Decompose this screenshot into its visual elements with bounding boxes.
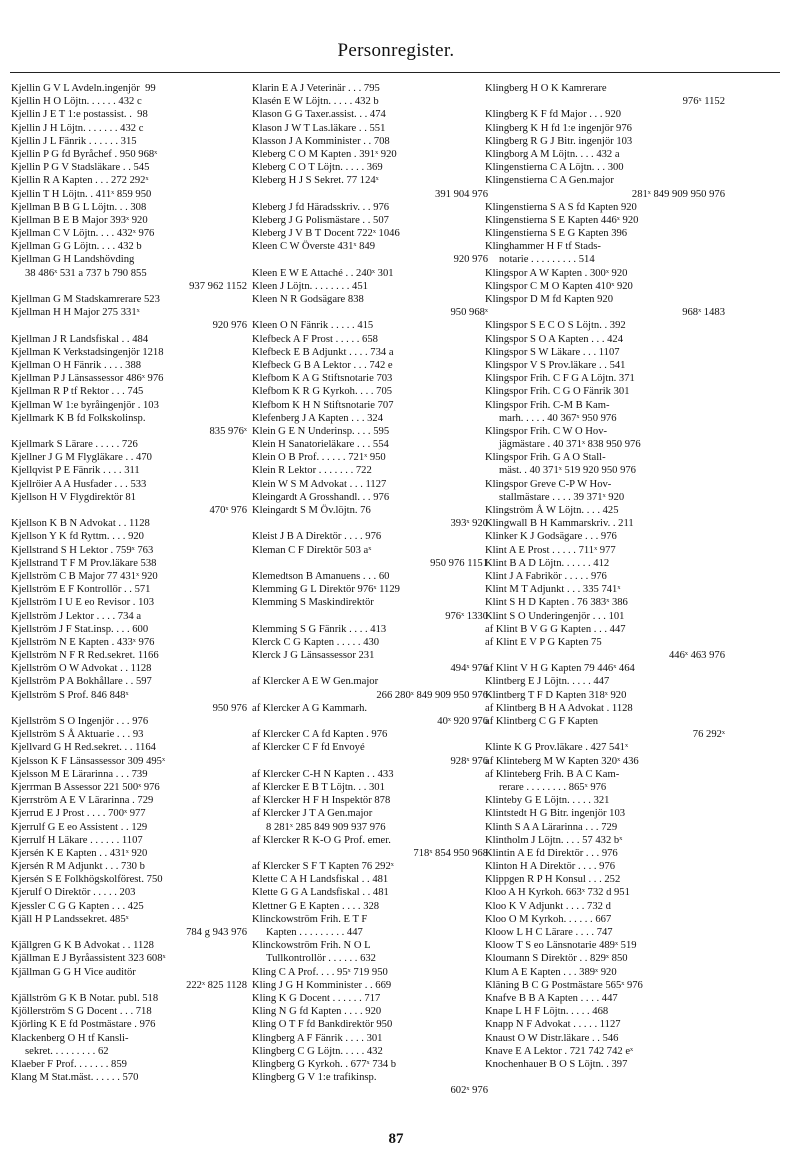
register-entry-line: Kleingardt A Grosshandl. . . 976 (252, 491, 390, 503)
register-entry-line: af Klercker R K-O G Prof. emer. (252, 834, 391, 846)
register-entry-line: Kjellström J F Stat.insp. . . . 600 (11, 623, 149, 635)
register-entry-line: Klefbeck A F Prost . . . . . 658 (252, 333, 378, 345)
register-entry-line: Klein O B Prof. . . . . . 721ˣ 950 (252, 452, 386, 464)
register-entry-line: Klein R Lektor . . . . . . . 722 (252, 465, 372, 477)
register-entry-line: Kjellin G V L Avdeln.ingenjör 99 (11, 83, 156, 94)
register-entry-line: Klinte K G Prov.läkare . 427 541ˣ (485, 742, 629, 754)
register-entry-line: 976ˣ 1330 (445, 610, 488, 622)
register-entry-line: Kleingardt S M Öv.löjtn. 76 (252, 505, 371, 516)
register-entry-line: Klingborg A M Löjtn. . . . 432 a (485, 148, 620, 160)
register-entry-line: Kleen J Löjtn. . . . . . . . 451 (252, 280, 368, 292)
register-entry-line: 76 292ˣ (692, 729, 725, 741)
register-entry-line: Klefbeck E B Adjunkt . . . . 734 a (252, 346, 394, 358)
register-entry-line: Kjellin J H Löjtn. . . . . . . 432 c (11, 122, 144, 134)
register-entry-line: Klingspor Frih. C F G A Löjtn. 371 (485, 373, 635, 385)
register-entry-line: Klintin A E fd Direktör . . . 976 (485, 847, 618, 859)
register-entry-line: Klinteby G E Löjtn. . . . . 321 (485, 795, 610, 807)
register-entry-line: 920 976 (212, 320, 247, 332)
register-entry-line: af Klintberg C G F Kapten (485, 716, 599, 727)
register-entry-line: Kjellröier A A Husfader . . . 533 (11, 478, 147, 490)
register-entry-line: Kjellman J R Landsfiskal . . 484 (11, 333, 149, 345)
register-entry-line: 38 486ˣ 531 a 737 b 790 855 (25, 267, 147, 279)
register-entry-line: Klinker K J Godsägare . . . 976 (485, 531, 617, 543)
register-entry-line: Kling N G fd Kapten . . . . 920 (252, 1006, 382, 1018)
register-entry-line: Klingström Å W Löjtn. . . . 425 (485, 505, 619, 516)
register-entry-line: Klinton H A Direktör . . . . 976 (485, 861, 616, 873)
register-entry-line: Kjäll H P Landssekret. 485ˣ (11, 913, 129, 925)
register-entry-line: Klingberg G Kyrkoh. . 677ˣ 734 b (252, 1058, 397, 1070)
register-entry-line: Klein H Sanatorieläkare . . . 554 (252, 439, 389, 451)
register-entry-line: Klingberg K F fd Major . . . 920 (485, 109, 622, 121)
register-entry-line: 784 g 943 976 (186, 927, 247, 938)
register-entry-line: Kjellin P G fd Byråchef . 950 968ˣ (11, 148, 158, 160)
register-entry-line: Kling J G H Komminister . . 669 (252, 979, 392, 991)
register-entry-line: Kjerrud E J Prost . . . . 700ˣ 977 (11, 808, 146, 820)
register-entry-line: Klettner G E Kapten . . . . 328 (252, 900, 380, 912)
register-entry-line: Kjellson Y K fd Ryttm. . . . 920 (11, 531, 144, 543)
register-entry-line: 222ˣ 825 1128 (186, 979, 247, 991)
register-entry-line: Kleen N R Godsägare 838 (252, 294, 364, 305)
register-entry-line: rerare . . . . . . . . 865ˣ 976 (499, 781, 607, 793)
register-entry-line: Kleen E W E Attaché . . 240ˣ 301 (252, 267, 394, 279)
register-entry-line: Kjellin J L Fänrik . . . . . . 315 (11, 135, 137, 147)
register-entry-line: Kjellström I U E eo Revisor . 103 (11, 597, 154, 609)
register-entry-line: af Klint V H G Kapten 79 446ˣ 464 (485, 663, 635, 675)
header-rule (10, 72, 780, 73)
register-entry-line: Knochenhauer B O S Löjtn. . 397 (485, 1058, 628, 1070)
register-entry-line: Klerck C G Kapten . . . . . 430 (252, 636, 380, 648)
register-entry-line: Kjörling K E fd Postmästare . 976 (11, 1019, 156, 1031)
register-entry-line: Kjellström O W Advokat . . 1128 (11, 663, 152, 675)
register-entry-line: Klette C A H Landsfiskal . . 481 (252, 874, 389, 886)
register-entry-line: 391 904 976 (435, 188, 488, 200)
register-entry-line: Klefbeck G B A Lektor . . . 742 e (252, 359, 393, 371)
page-number: 87 (388, 1131, 404, 1147)
register-entry-line: Kleberg H J S Sekret. 77 124ˣ (252, 175, 379, 187)
register-entry-line: Kjersén S E Folkhögskolförest. 750 (11, 874, 163, 886)
register-entry-line: 835 976ˣ (209, 425, 247, 437)
register-entry-line: Klingberg A F Fänrik . . . . 301 (252, 1032, 383, 1044)
register-entry-line: Kjellström S O Ingenjör . . . 976 (11, 716, 149, 727)
register-entry-line: Klefbom K H N Stiftsnotarie 707 (252, 399, 394, 411)
register-entry-line: Kjellman G H Landshövding (11, 254, 135, 266)
register-entry-line: Klette G G A Landsfiskal . . 481 (252, 887, 389, 899)
register-entry-line: Klang M Stat.mäst. . . . . . 570 (11, 1072, 139, 1084)
register-entry-line: Kjellin R A Kapten . . . 272 292ˣ (11, 175, 149, 187)
register-entry-line: Klasson J A Komminister . . 708 (252, 135, 390, 147)
register-entry-line: Kloo K V Adjunkt . . . . 732 d (485, 900, 611, 912)
register-entry-line: Klingspor Greve C-P W Hov- (485, 478, 612, 490)
register-entry-line: 393ˣ 920 (450, 518, 488, 530)
register-entry-line: 950 976 1151 (430, 557, 488, 569)
register-entry-line: Kjellman O H Fänrik . . . . 388 (11, 359, 142, 371)
register-entry-line: Klintholm J Löjtn. . . . 57 432 bˣ (485, 834, 623, 846)
register-entry-line: af Klercker C-H N Kapten . . 433 (252, 768, 394, 780)
register-entry-line: Klinghammer H F tf Stads- (485, 241, 601, 253)
register-entry-line: Kleberg C O M Kapten . 391ˣ 920 (252, 148, 397, 160)
register-entry-line: Kjellman H H Major 275 331ˣ (11, 307, 140, 319)
register-entry-line: Klingspor A W Kapten . 300ˣ 920 (485, 267, 628, 279)
register-column-3 (485, 82, 725, 1071)
register-entry-line: Klint J A Fabrikör . . . . . 976 (485, 570, 607, 582)
register-entry-line: Klingspor D M fd Kapten 920 (485, 294, 613, 305)
register-entry-line: Kjellström J Lektor . . . . 734 a (11, 610, 142, 622)
register-entry-line: Kjellmark K B fd Folkskolinsp. (11, 412, 146, 424)
register-entry-line: Kjällström G K B Notar. publ. 518 (11, 992, 159, 1004)
register-entry-line: Kleberg C O T Löjtn. . . . . 369 (252, 162, 383, 174)
register-entry-line: Knape L H F Löjtn. . . . . 468 (485, 1006, 609, 1018)
register-entry-line: af Klercker C F fd Envoyé (252, 742, 365, 754)
register-entry-line: 8 281ˣ 285 849 909 937 976 (266, 821, 386, 833)
register-entry-line: af Klintberg B H A Advokat . 1128 (485, 702, 633, 714)
register-entry-line: 281ˣ 849 909 950 976 (631, 188, 725, 200)
register-entry-line: mäst. . 40 371ˣ 519 920 950 976 (499, 465, 636, 477)
register-entry-line: Kleen O N Fänrik . . . . . 415 (252, 320, 374, 332)
register-entry-line: Kläning B C G Postmästare 565ˣ 976 (485, 979, 643, 991)
register-entry-line: Kjersén R M Adjunkt . . . 730 b (11, 861, 145, 873)
register-entry-line: Klason G G Taxer.assist. . . 474 (252, 109, 386, 121)
register-entry-line: Kleberg J G Polismästare . . 507 (252, 214, 389, 226)
register-entry-line: Kjellström P A Bokhållare . . 597 (11, 676, 152, 688)
register-entry-line: Klason J W T Las.läkare . . 551 (252, 122, 386, 134)
register-entry-line: 937 962 1152 (189, 280, 247, 292)
register-entry-line: Kjellman P J Länsassessor 486ˣ 976 (11, 373, 164, 385)
register-entry-line: af Klercker H F H Inspektör 878 (252, 795, 391, 807)
register-entry-line: Kleist J B A Direktör . . . . 976 (252, 531, 382, 543)
register-entry-line: Knafve B B A Kapten . . . . 447 (485, 992, 618, 1004)
register-entry-line: Klerck J G Länsassessor 231 (252, 650, 375, 662)
register-entry-line: 470ˣ 976 (209, 505, 247, 516)
register-entry-line: Klingberg H O K Kamrerare (485, 83, 607, 94)
register-entry-line: Kjällman G G H Vice auditör (11, 966, 136, 978)
register-entry-line: Kling O T F fd Bankdirektör 950 (252, 1019, 393, 1031)
register-entry-line: Kjellström S Å Aktuarie . . . 93 (11, 729, 144, 741)
register-entry-line: Klingspor Frih. G A O Stall- (485, 452, 606, 464)
register-entry-line: sekret. . . . . . . . . 62 (25, 1045, 109, 1057)
register-entry-line: af Klercker A G Kammarh. (252, 702, 368, 714)
register-entry-line: Klint A E Prost . . . . . 711ˣ 977 (485, 544, 616, 556)
register-entry-line: 446ˣ 463 976 (668, 650, 725, 662)
register-entry-line: Klinth S A A Lärarinna . . . 729 (485, 821, 618, 833)
register-entry-line: Klint S O Underingenjör . . . 101 (485, 610, 625, 622)
register-entry-line: Kjellin P G V Stadsläkare . . 545 (11, 162, 150, 174)
register-entry-line: 928ˣ 976 (450, 755, 488, 767)
register-entry-line: Kjessler C G G Kapten . . . 425 (11, 900, 144, 912)
register-entry-line: Kjellstrand T F M Prov.läkare 538 (11, 557, 157, 569)
register-entry-line: Kjerrulf G E eo Assistent . . 129 (11, 821, 148, 833)
register-entry-line: Kjellson K B N Advokat . . 1128 (11, 518, 150, 530)
register-entry-line: Klint B A D Löjtn. . . . . . 412 (485, 557, 610, 569)
register-entry-line: Kjellman R P tf Rektor . . . 745 (11, 386, 144, 398)
register-entry-line: Klingenstierna C A Gen.major (485, 175, 614, 187)
register-entry-line: Kjellström S Prof. 846 848ˣ (11, 689, 129, 701)
register-entry-line: stallmästare . . . . 39 371ˣ 920 (499, 491, 625, 503)
register-entry-line: af Klercker E B T Löjtn. . . 301 (252, 781, 385, 793)
register-entry-line: Kjellström E F Kontrollör . . 571 (11, 584, 151, 596)
register-entry-line: Klingenstierna C A Löjtn. . . 300 (485, 162, 624, 174)
register-entry-line: Kapten . . . . . . . . . 447 (266, 927, 363, 938)
register-entry-line: Kloow L H C Lärare . . . . 747 (485, 927, 613, 938)
register-entry-line: Kleen C W Överste 431ˣ 849 (252, 241, 376, 253)
register-entry-line: Klint S H D Kapten . 76 383ˣ 386 (485, 597, 628, 609)
register-entry-line: jägmästare . 40 371ˣ 838 950 976 (499, 439, 641, 451)
register-entry-line: Klingspor S O A Kapten . . . 424 (485, 333, 624, 345)
register-entry-line: Kjelsson M E Lärarinna . . . 739 (11, 768, 148, 780)
register-entry-line: af Klint B V G G Kapten . . . 447 (485, 623, 626, 635)
register-entry-line: Klingberg K H fd 1:e ingenjör 976 (485, 122, 632, 134)
register-entry-line: Kjellström N E Kapten . 433ˣ 976 (11, 636, 155, 648)
register-entry-line: Klinckowström Frih. N O L (252, 940, 371, 952)
register-entry-line: Kloo A H Kyrkoh. 663ˣ 732 d 951 (485, 887, 630, 899)
register-entry-line: Klintberg T F D Kapten 318ˣ 920 (485, 689, 627, 701)
register-entry-line: Kjellson H V Flygdirektör 81 (11, 491, 136, 503)
register-entry-line: af Klinteberg Frih. B A C Kam- (485, 768, 620, 780)
register-entry-line: Klum A E Kapten . . . 389ˣ 920 (485, 966, 617, 978)
register-entry-line: Klarin E A J Veterinär . . . 795 (252, 83, 380, 94)
register-entry-line: Kjällman E J Byråassistent 323 608ˣ (11, 953, 166, 965)
register-entry-line: Klintberg E J Löjtn. . . . . 447 (485, 676, 610, 688)
register-entry-line: 266 280ˣ 849 909 950 976 (376, 689, 488, 701)
register-entry-line: af Klint E V P G Kapten 75 (485, 636, 602, 648)
register-entry-line: Klintstedt H G Bitr. ingenjör 103 (485, 808, 626, 820)
register-entry-line: Klemming S Maskindirektör (252, 597, 374, 609)
register-entry-line: Kjellin J E T 1:e postassist. . 98 (11, 109, 148, 121)
register-entry-line: Klein W S M Advokat . . . 1127 (252, 478, 387, 490)
register-entry-line: Klefenberg J A Kapten . . . 324 (252, 412, 384, 424)
register-entry-line: Klingspor Frih. C-M B Kam- (485, 399, 610, 411)
register-entry-line: Kjerrström A E V Lärarinna . 729 (11, 795, 154, 807)
register-entry-line: Klingenstierna S A S fd Kapten 920 (485, 201, 637, 213)
register-entry-line: Klingenstierna S E Kapten 446ˣ 920 (485, 214, 639, 226)
register-entry-line: Knapp N F Advokat . . . . . 1127 (485, 1019, 621, 1031)
register-entry-line: Klingspor C M O Kapten 410ˣ 920 (485, 280, 633, 292)
register-entry-line: Kjöllerström S G Docent . . . 718 (11, 1006, 152, 1018)
register-entry-line: Kjellin H O Löjtn. . . . . . 432 c (11, 96, 142, 108)
register-entry-line: Kjellman W 1:e byråingenjör . 103 (11, 399, 159, 411)
register-entry-line: 718ˣ 854 950 968 (413, 847, 488, 859)
register-entry-line: Kling K G Docent . . . . . . 717 (252, 992, 381, 1004)
register-entry-line: 950 976 (212, 702, 247, 714)
register-entry-line: Klingberg C G Löjtn. . . . . 432 (252, 1045, 383, 1057)
register-entry-line: Kjerrulf H Läkare . . . . . . 1107 (11, 834, 143, 846)
register-entry-line: Kjellström N F R Red.sekret. 1166 (11, 650, 159, 662)
register-entry-line: af Klercker S F T Kapten 76 292ˣ (252, 861, 394, 873)
register-entry-line: Klingberg R G J Bitr. ingenjör 103 (485, 135, 633, 147)
register-entry-line: Kjällgren G K B Advokat . . 1128 (11, 940, 154, 952)
register-entry-line: Klingspor S E C O S Löjtn. . 392 (485, 320, 626, 332)
register-entry-line: Klefbom K R G Kyrkoh. . . . 705 (252, 386, 393, 398)
register-entry-line: Klemedtson B Amanuens . . . 60 (252, 570, 390, 582)
register-entry-line: Kjellstrand S H Lektor . 759ˣ 763 (11, 544, 154, 556)
register-entry-line: Kjellmark S Lärare . . . . . 726 (11, 439, 138, 451)
register-entry-line: Kjersén K E Kapten . . 431ˣ 920 (11, 847, 148, 859)
register-column-2 (252, 82, 488, 1097)
register-entry-line: Kleberg J V B T Docent 722ˣ 1046 (252, 228, 400, 240)
register-entry-line: Kjellman C V Löjtn. . . . 432ˣ 976 (11, 228, 155, 240)
register-entry-line: Klinckowström Frih. E T F (252, 913, 368, 925)
register-entry-line: Kloumann S Direktör . . 829ˣ 850 (485, 953, 628, 965)
register-entry-line: Klingspor Frih. C W O Hov- (485, 425, 608, 437)
register-entry-line: Kjellman B E B Major 393ˣ 920 (11, 214, 148, 226)
register-entry-line: Klefbom K A G Stiftsnotarie 703 (252, 373, 393, 385)
register-entry-line: Klingwall B H Kammarskriv. . 211 (485, 518, 634, 530)
register-entry-line: Klemming G L Direktör 976ˣ 1129 (252, 584, 400, 596)
register-entry-line: marh. . . . . 40 367ˣ 950 976 (499, 412, 617, 424)
register-entry-line: Klaeber F Prof. . . . . . . 859 (11, 1058, 127, 1070)
register-entry-line: Klackenberg O H tf Kansli- (11, 1032, 129, 1044)
register-entry-line: 968ˣ 1483 (682, 307, 725, 319)
register-entry-line: Knaust O W Distr.läkare . . 546 (485, 1032, 619, 1044)
register-entry-line: Kjellin T H Löjtn. . 411ˣ 859 950 (11, 188, 152, 200)
register-entry-line: Kjellman K Verkstadsingenjör 1218 (11, 346, 164, 358)
register-entry-line: af Klinteberg M W Kapten 320ˣ 436 (485, 755, 639, 767)
register-entry-line: Klasén E W Löjtn. . . . . 432 b (252, 96, 379, 108)
register-entry-line: Kjellvard G H Red.sekret. . . 1164 (11, 742, 156, 754)
register-entry-line: Kleberg J fd Häradsskriv. . . 976 (252, 201, 390, 213)
register-entry-line: 950 968ˣ (450, 307, 488, 319)
register-entry-line: af Klercker J T A Gen.major (252, 808, 373, 820)
register-entry-line: Klippgen R P H Konsul . . . 252 (485, 874, 621, 886)
register-entry-line: Kjellman G G Löjtn. . . . 432 b (11, 241, 142, 253)
register-entry-line: Knave E A Lektor . 721 742 742 eˣ (485, 1045, 634, 1057)
register-entry-line: Kling C A Prof. . . . 95ˣ 719 950 (252, 966, 388, 978)
register-entry-line: 494ˣ 976 (450, 663, 488, 675)
page-title: Personregister. (337, 40, 455, 61)
register-entry-line: Kloo O M Kyrkoh. . . . . . 667 (485, 913, 612, 925)
register-entry-line: 40ˣ 920 976 (437, 716, 488, 727)
register-entry-line: Kjellström C B Major 77 431ˣ 920 (11, 570, 158, 582)
register-entry-line: Kleman C F Direktör 503 aˣ (252, 544, 372, 556)
register-entry-line: 920 976 (453, 254, 488, 266)
register-entry-line: af Klercker C A fd Kapten . 976 (252, 729, 388, 741)
register-entry-line: Kjellman B B G L Löjtn. . . 308 (11, 201, 147, 213)
register-entry-line: Klingberg G V 1:e trafikinsp. (252, 1072, 377, 1084)
register-entry-line: Klingenstierna S E G Kapten 396 (485, 228, 628, 240)
register-entry-line: 602ˣ 976 (450, 1085, 488, 1097)
register-entry-line: Kjellqvist P E Fänrik . . . . 311 (11, 465, 140, 477)
register-entry-line: Klingspor S W Läkare . . . 1107 (485, 346, 620, 358)
register-entry-line: af Klercker A E W Gen.major (252, 676, 379, 688)
register-entry-line: Kjerulf O Direktör . . . . . 203 (11, 887, 136, 899)
register-entry-line: 976ˣ 1152 (682, 96, 725, 108)
register-entry-line: Kloow T S eo Länsnotarie 489ˣ 519 (485, 940, 637, 952)
register-entry-line: Tullkontrollör . . . . . . 632 (266, 953, 376, 965)
register-column-1 (11, 82, 247, 1084)
register-entry-line: Klemming S G Fänrik . . . . 413 (252, 623, 387, 635)
register-entry-line: Kjelsson K F Länsassessor 309 495ˣ (11, 755, 166, 767)
register-entry-line: Klingspor V S Prov.läkare . . 541 (485, 359, 626, 371)
register-entry-line: Kjellner J G M Flygläkare . . 470 (11, 452, 152, 464)
register-entry-line: Klein G E N Underinsp. . . . 595 (252, 425, 390, 437)
register-entry-line: Klint M T Adjunkt . . . 335 741ˣ (485, 584, 621, 596)
register-entry-line: Kjerrman B Assessor 221 500ˣ 976 (11, 781, 160, 793)
register-entry-line: Kjellman G M Stadskamrerare 523 (11, 294, 160, 305)
register-entry-line: notarie . . . . . . . . . 514 (499, 254, 595, 266)
register-entry-line: Klingspor Frih. C G O Fänrik 301 (485, 386, 630, 398)
